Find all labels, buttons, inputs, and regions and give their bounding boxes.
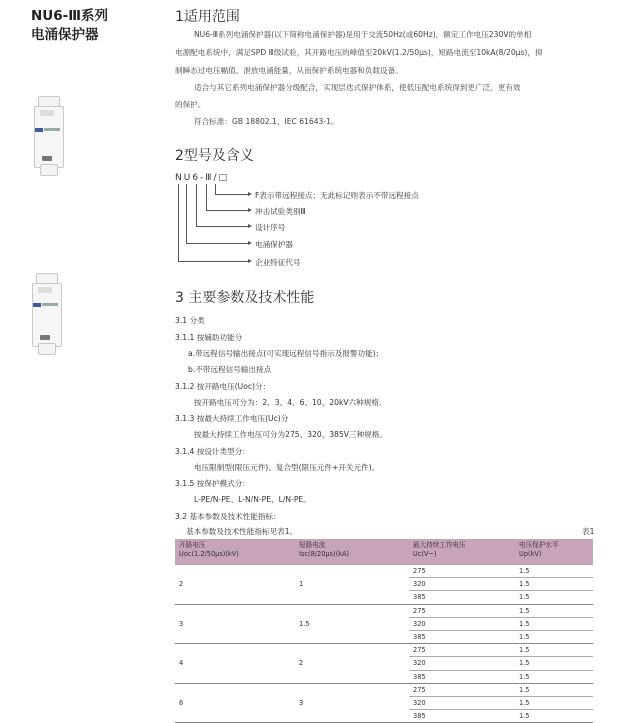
table-cell-up: 1.5 bbox=[515, 670, 593, 683]
table-caption: 表1 bbox=[582, 527, 595, 536]
model-label-remote-contact: F表示带远程接点；无此标记则表示不带远程接点 bbox=[255, 191, 419, 200]
table-cell-uc: 320 bbox=[409, 697, 515, 710]
model-label-test-class: 冲击试验类别Ⅲ bbox=[255, 207, 306, 216]
table-cell-up: 1.5 bbox=[515, 578, 593, 591]
table-cell-up: 1.5 bbox=[515, 565, 593, 578]
section3-item: 按开路电压可分为：2、3、4、6、10、20kV六种规格。 bbox=[194, 398, 387, 407]
table-cell-uoc: 6 bbox=[175, 683, 295, 723]
model-bracket-line bbox=[206, 210, 248, 211]
table-row bbox=[175, 604, 593, 617]
table-cell-uc: 275 bbox=[409, 683, 515, 696]
table-cell-uc: 385 bbox=[409, 710, 515, 723]
model-bracket-line bbox=[215, 194, 248, 195]
table-cell-up: 1.5 bbox=[515, 591, 593, 604]
table-cell-uc: 275 bbox=[409, 565, 515, 578]
section1-line-5: 的保护。 bbox=[175, 100, 206, 109]
table-cell-uoc: 2 bbox=[175, 565, 295, 604]
section3-item: 3.1 分类 bbox=[175, 316, 205, 325]
model-bracket-line bbox=[186, 243, 248, 244]
model-label-spd: 电涌保护器 bbox=[255, 240, 293, 249]
table-cell-up: 1.5 bbox=[515, 631, 593, 644]
arrow-icon bbox=[248, 241, 252, 245]
section1-line-3: 制瞬态过电压幅值，泄放电涌能量，从而保护系统电器和负载设备。 bbox=[175, 66, 403, 75]
section2-heading: 2型号及含义 bbox=[175, 148, 254, 164]
model-label-company-code: 企业特征代号 bbox=[255, 258, 301, 267]
table-header-row bbox=[175, 539, 593, 565]
section3-item: 3.1.3 按最大持续工作电压(Uc)分 bbox=[175, 414, 289, 423]
table-cell-up: 1.5 bbox=[515, 683, 593, 696]
table-cell-up: 1.5 bbox=[515, 644, 593, 657]
table-cell-up: 1.5 bbox=[515, 710, 593, 723]
table-row bbox=[175, 644, 593, 657]
model-bracket-line bbox=[186, 184, 187, 244]
model-code: NU6-Ⅲ/□ bbox=[175, 173, 230, 183]
product-image-1 bbox=[32, 96, 64, 176]
model-bracket-line bbox=[215, 184, 216, 194]
table-cell-isc: 1.5 bbox=[295, 604, 409, 644]
section3-item: 基本参数及技术性能指标见表1。 bbox=[186, 527, 298, 536]
table-cell-up: 1.5 bbox=[515, 617, 593, 630]
section3-item: 电压限制型(限压元件)、复合型(限压元件+开关元件)。 bbox=[194, 463, 380, 472]
table-cell-up: 1.5 bbox=[515, 604, 593, 617]
section3-item: L-PE/N-PE、L-N/N-PE、L/N-PE。 bbox=[194, 495, 311, 504]
table-header-up: 电压保护水平 Up(kV) bbox=[515, 539, 593, 565]
section3-heading: 3 主要参数及技术性能 bbox=[175, 290, 315, 306]
section3-item: 3.2 基本参数及技术性能指标： bbox=[175, 512, 281, 521]
arrow-icon bbox=[248, 259, 252, 263]
table-header-uc: 最大持续工作电压 Uc(V~) bbox=[409, 539, 515, 565]
section3-item: 3.1.4 按设计类型分： bbox=[175, 447, 250, 456]
table-row bbox=[175, 683, 593, 696]
arrow-icon bbox=[248, 192, 252, 196]
table-cell-uoc: 4 bbox=[175, 644, 295, 684]
table-header-uoc: 开路电压 Uoc(1.2/50μs)(kV) bbox=[175, 539, 295, 565]
model-bracket-line bbox=[206, 184, 207, 210]
section1-line-1: NU6-Ⅲ系列电涌保护器(以下简称电涌保护器)是用于交流50Hz(或60Hz)，额定工作电压230V的单相 bbox=[194, 30, 532, 39]
arrow-icon bbox=[248, 208, 252, 212]
section1-line-2: 电源配电系统中，满足SPD Ⅲ级试验，其开路电压的峰值至20kV(1.2/50μs)，短路电流至10kA(8/20μs)，抑 bbox=[175, 48, 543, 57]
section3-item: 按最大持续工作电压可分为275、320、385V三种规格。 bbox=[194, 430, 387, 439]
table-cell-uc: 275 bbox=[409, 644, 515, 657]
section3-item: 3.1.2 按开路电压(Uoc)分： bbox=[175, 382, 271, 391]
model-bracket-line bbox=[178, 184, 179, 262]
section1-line-4: 适合与其它系列电涌保护器分级配合，实现层迭式保护体系，使低压配电系统得到更广泛、更有效 bbox=[194, 83, 521, 92]
model-bracket-line bbox=[178, 261, 248, 262]
table-cell-up: 1.5 bbox=[515, 657, 593, 670]
product-title-line1: NU6-Ⅲ系列 bbox=[31, 8, 109, 24]
table-cell-uc: 275 bbox=[409, 604, 515, 617]
table-cell-uoc: 3 bbox=[175, 604, 295, 644]
section3-item: 3.1.1 按辅助功能分 bbox=[175, 333, 243, 342]
section3-item: a.带远程信号输出接点(可实现远程信号指示及报警功能)； bbox=[188, 349, 384, 358]
table-cell-uc: 320 bbox=[409, 617, 515, 630]
section1-standards: 符合标准：GB 18802.1、IEC 61643-1。 bbox=[194, 117, 339, 126]
table-cell-isc: 2 bbox=[295, 644, 409, 684]
table-cell-up: 1.5 bbox=[515, 697, 593, 710]
arrow-icon bbox=[248, 224, 252, 228]
table-row bbox=[175, 565, 593, 578]
model-label-design-number: 设计序号 bbox=[255, 223, 286, 232]
product-title bbox=[31, 7, 108, 45]
table-cell-uc: 320 bbox=[409, 578, 515, 591]
model-bracket-line bbox=[196, 226, 248, 227]
table-cell-uc: 385 bbox=[409, 591, 515, 604]
section1-heading: 1适用范围 bbox=[175, 9, 240, 25]
model-bracket-line bbox=[196, 184, 197, 227]
section3-item: b.不带远程信号输出接点 bbox=[188, 365, 272, 374]
product-title-line2: 电涌保护器 bbox=[31, 27, 99, 43]
product-image-2 bbox=[30, 273, 62, 355]
spec-table bbox=[175, 539, 593, 723]
table-cell-uc: 320 bbox=[409, 657, 515, 670]
table-cell-isc: 1 bbox=[295, 565, 409, 604]
table-cell-uc: 385 bbox=[409, 670, 515, 683]
table-cell-isc: 3 bbox=[295, 683, 409, 723]
section3-item: 3.1.5 按保护模式分： bbox=[175, 479, 250, 488]
table-header-isc: 短路电流 Isc(8/20μs)(kA) bbox=[295, 539, 409, 565]
table-cell-uc: 385 bbox=[409, 631, 515, 644]
